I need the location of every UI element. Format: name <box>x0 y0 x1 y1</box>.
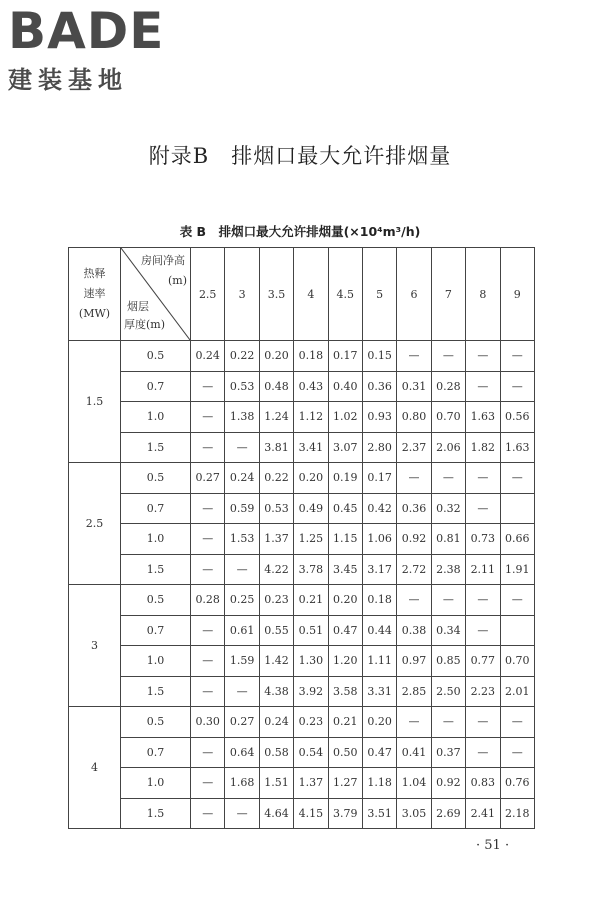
height-col-header: 3 <box>225 248 259 341</box>
smoke-layer-thickness-cell: 1.0 <box>121 768 191 799</box>
exhaust-value-cell: — <box>225 432 259 463</box>
smoke-layer-label: 烟层 <box>127 300 149 313</box>
exhaust-value-cell: 2.50 <box>431 676 465 707</box>
exhaust-value-cell: — <box>500 585 534 616</box>
height-col-header: 7 <box>431 248 465 341</box>
table-row <box>69 402 535 433</box>
exhaust-value-cell: 0.27 <box>191 463 225 494</box>
exhaust-value-cell: 0.83 <box>466 768 500 799</box>
exhaust-value-cell: 3.45 <box>328 554 362 585</box>
exhaust-value-cell: 0.48 <box>259 371 293 402</box>
exhaust-value-cell: 1.37 <box>294 768 328 799</box>
table-row <box>69 707 535 738</box>
exhaust-value-cell: 0.55 <box>259 615 293 646</box>
exhaust-value-cell: 1.25 <box>294 524 328 555</box>
brand-logo <box>8 2 188 95</box>
page-title: 附录B 排烟口最大允许排烟量 <box>148 144 452 168</box>
table-row <box>69 676 535 707</box>
exhaust-value-cell: — <box>500 737 534 768</box>
height-col-header: 6 <box>397 248 431 341</box>
exhaust-value-cell: 0.43 <box>294 371 328 402</box>
exhaust-value-cell: 1.68 <box>225 768 259 799</box>
exhaust-value-cell: 2.37 <box>397 432 431 463</box>
exhaust-value-cell: 0.25 <box>225 585 259 616</box>
table-row <box>69 615 535 646</box>
exhaust-value-cell: 1.11 <box>362 646 396 677</box>
exhaust-value-cell: 1.51 <box>259 768 293 799</box>
exhaust-value-cell: — <box>431 341 465 372</box>
table-row <box>69 768 535 799</box>
exhaust-value-cell: 0.22 <box>225 341 259 372</box>
exhaust-value-cell: — <box>431 585 465 616</box>
smoke-layer-thickness-cell: 0.7 <box>121 615 191 646</box>
exhaust-value-cell: 1.38 <box>225 402 259 433</box>
exhaust-value-cell: — <box>191 554 225 585</box>
bottom-rule <box>68 828 534 829</box>
exhaust-value-cell: 4.22 <box>259 554 293 585</box>
room-height-label: 房间净高 <box>141 254 185 267</box>
exhaust-value-cell: 1.06 <box>362 524 396 555</box>
exhaust-value-cell: 0.92 <box>397 524 431 555</box>
table-caption: 表 B 排烟口最大允许排烟量(×10⁴m³/h) <box>179 224 421 239</box>
exhaust-value-cell: 0.24 <box>225 463 259 494</box>
exhaust-value-cell <box>500 493 534 524</box>
smoke-layer-thickness-cell: 1.0 <box>121 646 191 677</box>
exhaust-value-cell: 0.47 <box>328 615 362 646</box>
exhaust-value-cell: 3.05 <box>397 798 431 829</box>
rate-header-line-1: 热释 <box>83 267 106 280</box>
exhaust-value-cell: — <box>191 737 225 768</box>
exhaust-value-cell: — <box>397 585 431 616</box>
exhaust-value-cell: 1.82 <box>466 432 500 463</box>
table-row <box>69 554 535 585</box>
heat-release-rate-header <box>69 248 121 341</box>
height-col-header: 2.5 <box>191 248 225 341</box>
exhaust-value-cell: 3.92 <box>294 676 328 707</box>
smoke-layer-thickness-cell: 0.5 <box>121 707 191 738</box>
exhaust-value-cell: — <box>431 707 465 738</box>
smoke-exhaust-table <box>68 247 535 829</box>
exhaust-value-cell: 0.44 <box>362 615 396 646</box>
exhaust-value-cell: 0.85 <box>431 646 465 677</box>
smoke-layer-thickness-cell: 0.7 <box>121 737 191 768</box>
table-row <box>69 371 535 402</box>
exhaust-value-cell: 3.78 <box>294 554 328 585</box>
smoke-layer-thickness-cell: 1.5 <box>121 432 191 463</box>
exhaust-value-cell: — <box>191 615 225 646</box>
exhaust-value-cell: — <box>500 341 534 372</box>
page-number: · 51 · <box>476 838 510 853</box>
exhaust-value-cell: 3.81 <box>259 432 293 463</box>
exhaust-value-cell: 0.21 <box>294 585 328 616</box>
exhaust-value-cell: 2.23 <box>466 676 500 707</box>
table-row <box>69 737 535 768</box>
exhaust-value-cell: 0.50 <box>328 737 362 768</box>
exhaust-value-cell: 0.77 <box>466 646 500 677</box>
exhaust-value-cell: — <box>466 707 500 738</box>
table-row <box>69 646 535 677</box>
exhaust-value-cell: 1.18 <box>362 768 396 799</box>
exhaust-value-cell: 0.42 <box>362 493 396 524</box>
smoke-layer-thickness-cell: 1.5 <box>121 676 191 707</box>
exhaust-value-cell: 2.72 <box>397 554 431 585</box>
exhaust-value-cell: — <box>191 493 225 524</box>
exhaust-value-cell: — <box>191 676 225 707</box>
exhaust-value-cell: 0.30 <box>191 707 225 738</box>
table-row <box>69 493 535 524</box>
exhaust-value-cell: 2.01 <box>500 676 534 707</box>
table-row <box>69 524 535 555</box>
height-col-header: 4 <box>294 248 328 341</box>
exhaust-value-cell: 0.66 <box>500 524 534 555</box>
exhaust-value-cell: 4.15 <box>294 798 328 829</box>
exhaust-value-cell: 0.37 <box>431 737 465 768</box>
rate-header-line-3: (MW) <box>78 307 111 320</box>
exhaust-value-cell: 0.70 <box>431 402 465 433</box>
heat-release-rate-cell: 3 <box>69 585 121 707</box>
exhaust-value-cell: 0.23 <box>294 707 328 738</box>
exhaust-value-cell: 1.63 <box>500 432 534 463</box>
height-col-header: 8 <box>466 248 500 341</box>
exhaust-value-cell: — <box>191 768 225 799</box>
exhaust-value-cell: 3.58 <box>328 676 362 707</box>
exhaust-value-cell: 2.06 <box>431 432 465 463</box>
exhaust-value-cell: 0.18 <box>294 341 328 372</box>
exhaust-value-cell: 0.28 <box>191 585 225 616</box>
exhaust-value-cell: 4.38 <box>259 676 293 707</box>
table-header-row <box>69 248 535 341</box>
exhaust-value-cell: 1.12 <box>294 402 328 433</box>
exhaust-value-cell: 0.53 <box>225 371 259 402</box>
exhaust-value-cell: 3.41 <box>294 432 328 463</box>
table-row <box>69 341 535 372</box>
exhaust-value-cell: 1.20 <box>328 646 362 677</box>
exhaust-value-cell: 0.93 <box>362 402 396 433</box>
room-height-unit: (m) <box>167 274 187 287</box>
exhaust-value-cell: 0.61 <box>225 615 259 646</box>
table-body <box>69 341 535 829</box>
logo-brand-text: BADE <box>8 2 165 60</box>
thickness-label: 厚度(m) <box>124 318 166 331</box>
exhaust-value-cell: 0.36 <box>397 493 431 524</box>
table-row <box>69 585 535 616</box>
exhaust-value-cell: 3.07 <box>328 432 362 463</box>
exhaust-value-cell: 1.30 <box>294 646 328 677</box>
exhaust-value-cell: 0.92 <box>431 768 465 799</box>
exhaust-value-cell: 3.79 <box>328 798 362 829</box>
exhaust-value-cell: — <box>191 402 225 433</box>
exhaust-value-cell: 0.80 <box>397 402 431 433</box>
height-col-header: 4.5 <box>328 248 362 341</box>
exhaust-value-cell: 0.49 <box>294 493 328 524</box>
exhaust-value-cell: 0.31 <box>397 371 431 402</box>
exhaust-value-cell: 1.27 <box>328 768 362 799</box>
table-row <box>69 432 535 463</box>
exhaust-value-cell: 0.34 <box>431 615 465 646</box>
smoke-layer-thickness-cell: 1.0 <box>121 402 191 433</box>
exhaust-value-cell: 0.51 <box>294 615 328 646</box>
exhaust-value-cell: 0.23 <box>259 585 293 616</box>
exhaust-value-cell: — <box>397 707 431 738</box>
exhaust-value-cell: 0.15 <box>362 341 396 372</box>
exhaust-value-cell: 1.63 <box>466 402 500 433</box>
smoke-layer-thickness-cell: 1.5 <box>121 554 191 585</box>
smoke-layer-thickness-cell: 0.7 <box>121 493 191 524</box>
logo-subtitle: 建装基地 <box>8 66 128 94</box>
exhaust-value-cell: 2.41 <box>466 798 500 829</box>
exhaust-value-cell <box>500 615 534 646</box>
exhaust-value-cell: 0.24 <box>259 707 293 738</box>
height-col-header: 5 <box>362 248 396 341</box>
exhaust-value-cell: — <box>191 798 225 829</box>
exhaust-value-cell: 0.20 <box>362 707 396 738</box>
exhaust-value-cell: 2.38 <box>431 554 465 585</box>
exhaust-value-cell: — <box>500 463 534 494</box>
exhaust-value-cell: — <box>431 463 465 494</box>
heat-release-rate-cell: 2.5 <box>69 463 121 585</box>
exhaust-value-cell: 0.45 <box>328 493 362 524</box>
exhaust-value-cell: 0.58 <box>259 737 293 768</box>
exhaust-value-cell: 1.37 <box>259 524 293 555</box>
exhaust-value-cell: — <box>191 646 225 677</box>
exhaust-value-cell: 1.02 <box>328 402 362 433</box>
exhaust-value-cell: 0.97 <box>397 646 431 677</box>
exhaust-value-cell: 1.24 <box>259 402 293 433</box>
exhaust-value-cell: — <box>225 676 259 707</box>
exhaust-value-cell: 0.64 <box>225 737 259 768</box>
exhaust-value-cell: 0.54 <box>294 737 328 768</box>
exhaust-value-cell: 0.20 <box>294 463 328 494</box>
exhaust-value-cell: 0.56 <box>500 402 534 433</box>
exhaust-value-cell: 0.22 <box>259 463 293 494</box>
diagonal-header-cell <box>121 248 191 341</box>
exhaust-value-cell: — <box>225 798 259 829</box>
exhaust-value-cell: 1.04 <box>397 768 431 799</box>
exhaust-value-cell: 1.15 <box>328 524 362 555</box>
exhaust-value-cell: 1.53 <box>225 524 259 555</box>
smoke-layer-thickness-cell: 0.7 <box>121 371 191 402</box>
rate-header-line-2: 速率 <box>83 287 106 300</box>
exhaust-value-cell: 0.47 <box>362 737 396 768</box>
exhaust-value-cell: — <box>466 463 500 494</box>
exhaust-value-cell: 0.81 <box>431 524 465 555</box>
exhaust-value-cell: — <box>466 615 500 646</box>
exhaust-value-cell: 1.91 <box>500 554 534 585</box>
smoke-layer-thickness-cell: 1.0 <box>121 524 191 555</box>
exhaust-value-cell: — <box>466 371 500 402</box>
exhaust-value-cell: — <box>397 341 431 372</box>
exhaust-value-cell: 0.36 <box>362 371 396 402</box>
exhaust-value-cell: — <box>500 371 534 402</box>
smoke-layer-thickness-cell: 1.5 <box>121 798 191 829</box>
exhaust-value-cell: 0.17 <box>328 341 362 372</box>
exhaust-value-cell: 3.17 <box>362 554 396 585</box>
exhaust-value-cell: 3.31 <box>362 676 396 707</box>
exhaust-value-cell: 0.18 <box>362 585 396 616</box>
exhaust-value-cell: 0.76 <box>500 768 534 799</box>
exhaust-value-cell: — <box>397 463 431 494</box>
exhaust-value-cell: 2.18 <box>500 798 534 829</box>
exhaust-value-cell: 0.70 <box>500 646 534 677</box>
exhaust-value-cell: 0.73 <box>466 524 500 555</box>
smoke-layer-thickness-cell: 0.5 <box>121 585 191 616</box>
exhaust-value-cell: — <box>191 432 225 463</box>
heat-release-rate-cell: 1.5 <box>69 341 121 463</box>
exhaust-value-cell: 1.59 <box>225 646 259 677</box>
heat-release-rate-cell: 4 <box>69 707 121 829</box>
exhaust-value-cell: — <box>191 524 225 555</box>
exhaust-value-cell: — <box>500 707 534 738</box>
exhaust-value-cell: — <box>466 585 500 616</box>
exhaust-value-cell: 2.11 <box>466 554 500 585</box>
exhaust-value-cell: 0.24 <box>191 341 225 372</box>
exhaust-value-cell: 0.20 <box>259 341 293 372</box>
exhaust-value-cell: 0.20 <box>328 585 362 616</box>
exhaust-value-cell: 0.17 <box>362 463 396 494</box>
exhaust-value-cell: 2.69 <box>431 798 465 829</box>
exhaust-value-cell: 0.19 <box>328 463 362 494</box>
exhaust-value-cell: 0.28 <box>431 371 465 402</box>
exhaust-value-cell: — <box>191 371 225 402</box>
height-col-header: 9 <box>500 248 534 341</box>
exhaust-value-cell: 4.64 <box>259 798 293 829</box>
exhaust-value-cell: 0.32 <box>431 493 465 524</box>
exhaust-value-cell: 1.42 <box>259 646 293 677</box>
height-col-header: 3.5 <box>259 248 293 341</box>
exhaust-value-cell: 3.51 <box>362 798 396 829</box>
table-row <box>69 463 535 494</box>
exhaust-value-cell: 0.53 <box>259 493 293 524</box>
exhaust-value-cell: 0.41 <box>397 737 431 768</box>
exhaust-value-cell: 2.80 <box>362 432 396 463</box>
exhaust-value-cell: — <box>466 737 500 768</box>
exhaust-value-cell: — <box>466 493 500 524</box>
exhaust-value-cell: 2.85 <box>397 676 431 707</box>
exhaust-value-cell: 0.40 <box>328 371 362 402</box>
exhaust-value-cell: — <box>225 554 259 585</box>
exhaust-value-cell: 0.59 <box>225 493 259 524</box>
exhaust-value-cell: 0.27 <box>225 707 259 738</box>
smoke-layer-thickness-cell: 0.5 <box>121 463 191 494</box>
table-row <box>69 798 535 829</box>
exhaust-value-cell: — <box>466 341 500 372</box>
smoke-layer-thickness-cell: 0.5 <box>121 341 191 372</box>
exhaust-value-cell: 0.38 <box>397 615 431 646</box>
exhaust-value-cell: 0.21 <box>328 707 362 738</box>
